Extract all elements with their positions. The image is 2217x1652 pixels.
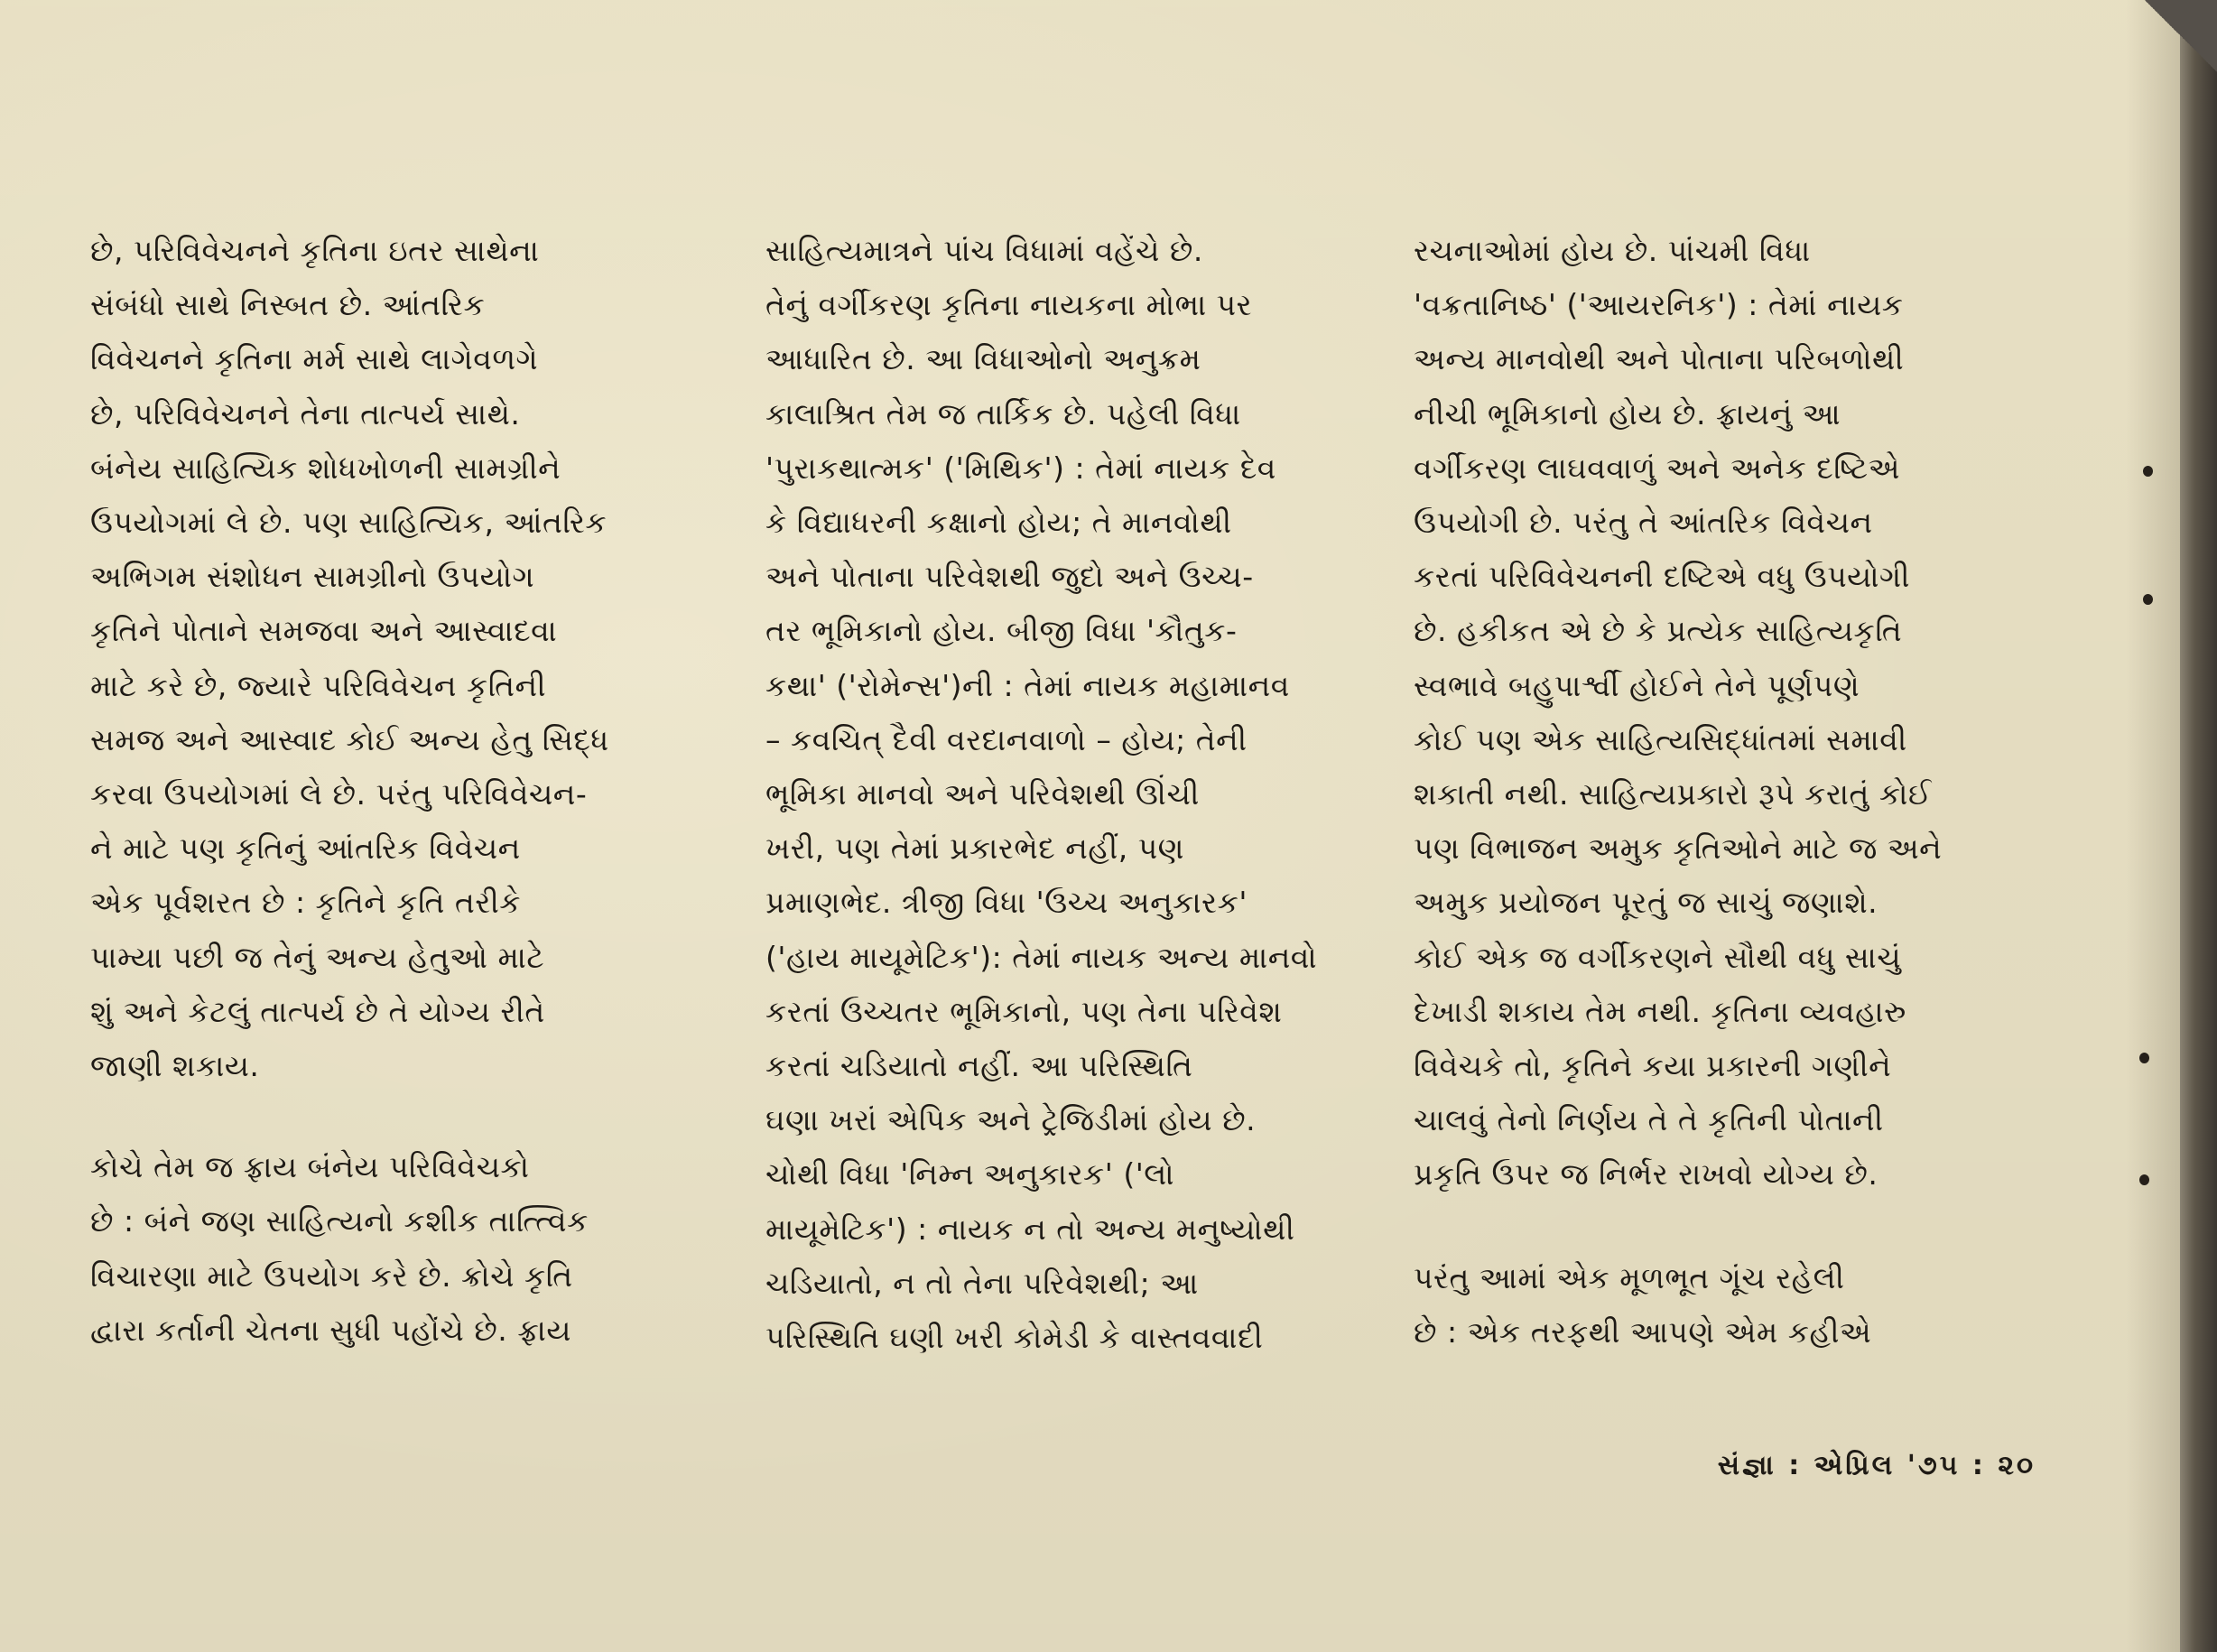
binding-hole-mark — [2143, 466, 2153, 477]
page-edge-shadow — [2180, 0, 2217, 1652]
text-column-right — [1414, 224, 2027, 1360]
paragraph: છે, પરિવિવેચનને કૃતિના ઇતર સાથેના સંબંધો સાથે નિસ્બત છે. આંતરિક વિવેચનને કૃતિના મર્મ સાથે લાગેવળગે છે, પરિવિવેચનને તેના તાત્પર્ય સાથે. બંનેય સાહિત્યિક શોધખોળની સામગ્રીને ઉપયોગમાં લે છે. પણ સાહિત્યિક, આંતરિક અભિગમ સંશોધન સામગ્રીનો ઉપયોગ કૃતિને પોતાને સમજવા અને આસ્વાદવા માટે કરે છે, જ્યારે પરિવિવેચન કૃતિની સમજ અને આસ્વાદ કોઈ અન્ય હેતુ સિદ્ધ કરવા ઉપયોગમાં લે છે. પરંતુ પરિવિવેચન- ને માટે પણ કૃતિનું આંતરિક વિવેચન એક પૂર્વશરત છે : કૃતિને કૃતિ તરીકે પામ્યા પછી જ તેનું અન્ય હેતુઓ માટે શું અને કેટલું તાત્પર્ય છે તે યોગ્ય રીતે જાણી શકાય. — [90, 233, 609, 1084]
paragraph: પરંતુ આમાં એક મૂળભૂત ગૂંચ રહેલી છે : એક તરફથી આપણે એમ કહીએ — [1414, 1259, 1872, 1350]
page-footer: સંજ્ઞા : એપ્રિલ '૭૫ : ૨૦ — [1717, 1450, 2036, 1481]
paragraph: સાહિત્યમાત્રને પાંચ વિધામાં વહેંચે છે. તેનું વર્ગીકરણ કૃતિના નાયકના મોભા પર આધારિત છે. આ વિધાઓનો અનુક્રમ કાલાશ્રિત તેમ જ તાર્કિક છે. પહેલી વિધા 'પુરાકથાત્મક' ('મિથિક') : તેમાં નાયક દેવ કે વિદ્યાધરની કક્ષાનો હોય; તે માનવોથી અને પોતાના પરિવેશથી જુદો અને ઉચ્ચ- તર ભૂમિકાનો હોય. બીજી વિધા 'કૌતુક- કથા' ('રોમેન્સ')ની : તેમાં નાયક મહામાનવ – કવચિત્ દૈવી વરદાનવાળો – હોય; તેની ભૂમિકા માનવો અને પરિવેશથી ઊંચી ખરી, પણ તેમાં પ્રકારભેદ નહીં, પણ પ્રમાણભેદ. ત્રીજી વિધા 'ઉચ્ચ અનુકારક' ('હાય માયૂમેટિક'): તેમાં નાયક અન્ય માનવો કરતાં ઉચ્ચતર ભૂમિકાનો, પણ તેના પરિવેશ કરતાં ચડિયાતો નહીં. આ પરિસ્થિતિ ઘણા ખરાં એપિક અને ટ્રેજિડીમાં હોય છે. ચોથી વિધા 'નિમ્ન અનુકારક' ('લો માયૂમેટિક') : નાયક ન તો અન્ય મનુષ્યોથી ચડિયાતો, ન તો તેના પરિવેશથી; આ પરિસ્થિતિ ઘણી ખરી કોમેડી કે વાસ્તવવાદી — [765, 233, 1318, 1356]
folded-corner — [2145, 0, 2217, 72]
text-column-left — [90, 224, 704, 1358]
paragraph: કોચે તેમ જ ફ્રાય બંનેય પરિવિવેચકો છે : બંને જણ સાહિત્યનો કશીક તાત્ત્વિક વિચારણા માટે ઉપયોગ કરે છે. ક્રોચે કૃતિ દ્વારા કર્તાની ચેતના સુધી પહોંચે છે. ફ્રાય — [90, 1149, 589, 1348]
paragraph: રચનાઓમાં હોય છે. પાંચમી વિધા 'વક્રતાનિષ્ઠ' ('આયરનિક') : તેમાં નાયક અન્ય માનવોથી અને પોતાના પરિબળોથી નીચી ભૂમિકાનો હોય છે. ફ્રાયનું આ વર્ગીકરણ લાઘવવાળું અને અનેક દષ્ટિએ ઉપયોગી છે. પરંતુ તે આંતરિક વિવેચન કરતાં પરિવિવેચનની દષ્ટિએ વધુ ઉપયોગી છે. હકીકત એ છે કે પ્રત્યેક સાહિત્યકૃતિ સ્વભાવે બહુપાર્શ્વી હોઈને તેને પૂર્ણપણે કોઈ પણ એક સાહિત્યસિદ્ધાંતમાં સમાવી શકાતી નથી. સાહિત્યપ્રકારો રૂપે કરાતું કોઈ પણ વિભાજન અમુક કૃતિઓને માટે જ અને અમુક પ્રયોજન પૂરતું જ સાચું જણાશે. કોઈ એક જ વર્ગીકરણને સૌથી વધુ સાચું દેખાડી શકાય તેમ નથી. કૃતિના વ્યવહારુ વિવેચકે તો, કૃતિને કયા પ્રકારની ગણીને ચાલવું તેનો નિર્ણય તે તે કૃતિની પોતાની પ્રકૃતિ ઉપર જ નિર્ભર રાખવો યોગ્ય છે. — [1414, 233, 1943, 1193]
binding-hole-mark — [2143, 594, 2153, 605]
text-column-middle — [765, 224, 1379, 1365]
binding-hole-mark — [2139, 1174, 2149, 1185]
binding-hole-mark — [2139, 1053, 2149, 1063]
